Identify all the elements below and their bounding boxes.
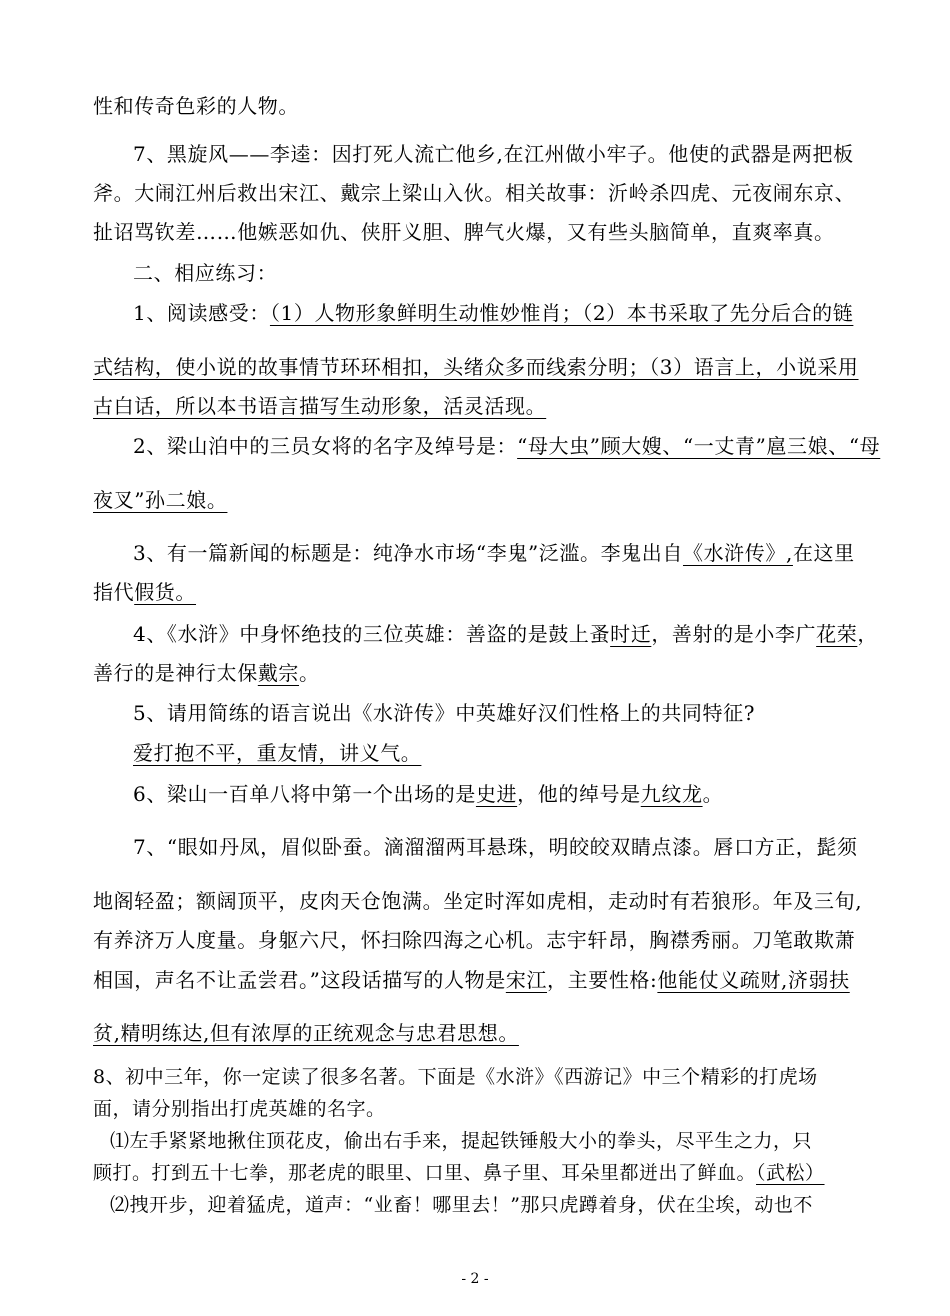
answer-line bbox=[93, 393, 546, 419]
answer-text: 他能仗义疏财,济弱扶 bbox=[657, 968, 850, 992]
answer-text: 九纹龙 bbox=[640, 782, 703, 806]
answer-text: 古白话，所以本书语言描写生动形象，活灵活现。 bbox=[93, 394, 547, 418]
answer-text: 假货。 bbox=[134, 580, 197, 604]
question-text: ，主要性格: bbox=[547, 968, 658, 992]
answer-line bbox=[133, 740, 421, 766]
question-7-cont bbox=[93, 967, 850, 993]
answer-text: （1）人物形象鲜明生动惟妙惟肖；（2）本书采取了先分后合的链 bbox=[269, 301, 854, 325]
question-3-cont bbox=[93, 579, 196, 605]
question-6 bbox=[133, 781, 723, 807]
text-line: 7、黑旋风——李逵：因打死人流亡他乡,在江州做小牢子。他使的武器是两把板 bbox=[133, 142, 854, 166]
question-text: ，善射的是小李广 bbox=[651, 622, 817, 646]
question-text: 6、梁山一百单八将中第一个出场的是 bbox=[133, 782, 476, 806]
answer-text: 贫,精明练达,但有浓厚的正统观念与忠君思想。 bbox=[93, 1021, 519, 1045]
text-line: 地阁轻盈；额阔顶平，皮肉天仓饱满。坐定时浑如虎相，走动时有若狼形。年及三旬, bbox=[93, 889, 863, 913]
question-1 bbox=[133, 300, 853, 326]
question-text: 。 bbox=[299, 661, 320, 685]
answer-text: （武松） bbox=[756, 1162, 825, 1184]
text-line: 斧。大闹江州后救出宋江、戴宗上梁山入伙。相关故事：沂岭杀四虎、元夜闹东京、 bbox=[93, 181, 856, 205]
question-8-item-1-cont bbox=[93, 1160, 825, 1186]
answer-text: 《水浒传》, bbox=[682, 541, 793, 565]
question-text: 顾打。打到五十七拳，那老虎的眼里、口里、鼻子里、耳朵里都迸出了鲜血。 bbox=[93, 1162, 757, 1184]
question-text: ， bbox=[857, 622, 878, 646]
question-4-cont bbox=[93, 660, 320, 686]
question-text: 。 bbox=[702, 782, 724, 806]
answer-text: 爱打抱不平，重友情，讲义气。 bbox=[133, 741, 422, 765]
question-text: 4、《水浒》中身怀绝技的三位英雄：善盗的是鼓上蚤 bbox=[133, 622, 611, 646]
answer-line bbox=[93, 487, 227, 513]
answer-text: 时迁 bbox=[610, 622, 652, 646]
question-3 bbox=[133, 540, 855, 566]
question-text: 2、梁山泊中的三员女将的名字及绰号是： bbox=[133, 434, 518, 458]
answer-text: 式结构，使小说的故事情节环环相扣，头绪众多而线索分明；（3）语言上，小说采用 bbox=[93, 355, 859, 379]
answer-line bbox=[93, 1020, 519, 1046]
question-text: 相国，声名不让孟尝君。”这段话描写的人物是 bbox=[93, 968, 506, 992]
question-8: 8、初中三年，你一定读了很多名著。下面是《水浒》《西游记》中三个精彩的打虎场 bbox=[93, 1066, 818, 1088]
question-4 bbox=[133, 621, 878, 647]
question-text: 善行的是神行太保 bbox=[93, 661, 258, 685]
answer-line bbox=[93, 354, 859, 380]
question-2 bbox=[133, 433, 880, 459]
question-5: 5、请用简练的语言说出《水浒传》中英雄好汉们性格上的共同特征? bbox=[133, 701, 756, 725]
section-heading: 二、相应练习： bbox=[133, 261, 278, 285]
text-line: 性和传奇色彩的人物。 bbox=[93, 94, 299, 118]
answer-text: 戴宗 bbox=[257, 661, 300, 685]
answer-text: 宋江 bbox=[505, 968, 548, 992]
answer-text: 花荣 bbox=[816, 622, 858, 646]
question-7: 7、“眼如丹凤，眉似卧蚕。滴溜溜两耳悬珠，明皎皎双睛点漆。唇口方正，髭须 bbox=[133, 835, 858, 859]
text-line: 面，请分别指出打虎英雄的名字。 bbox=[93, 1098, 386, 1120]
question-text: 指代 bbox=[93, 580, 135, 604]
answer-text: 史进 bbox=[475, 782, 518, 806]
question-text: 3、有一篇新闻的标题是：纯净水市场“李鬼”泛滥。李鬼出自 bbox=[133, 541, 683, 565]
question-8-item-1: ⑴左手紧紧地揪住顶花皮，偷出右手来，提起铁锤般大小的拳头，尽平生之力，只 bbox=[110, 1130, 813, 1152]
text-line: 有养济万人度量。身躯六尺，怀扫除四海之心机。志宇轩昂，胸襟秀丽。刀笔敢欺萧 bbox=[93, 928, 856, 952]
question-text: ，他的绰号是 bbox=[517, 782, 641, 806]
question-text: 1、阅读感受： bbox=[133, 301, 270, 325]
answer-text: 夜叉”孙二娘。 bbox=[93, 488, 228, 512]
question-8-item-2: ⑵拽开步，迎着猛虎，道声：“业畜！哪里去！”那只虎蹲着身，伏在尘埃，动也不 bbox=[110, 1194, 813, 1216]
page-number: - 2 - bbox=[461, 1271, 489, 1287]
text-line: 扯诏骂钦差……他嫉恶如仇、侠肝义胆、脾气火爆，又有些头脑简单，直爽率真。 bbox=[93, 220, 835, 244]
answer-text: “母大虫”顾大嫂、“一丈青”扈三娘、“母 bbox=[517, 434, 881, 458]
question-text: 在这里 bbox=[792, 541, 855, 565]
